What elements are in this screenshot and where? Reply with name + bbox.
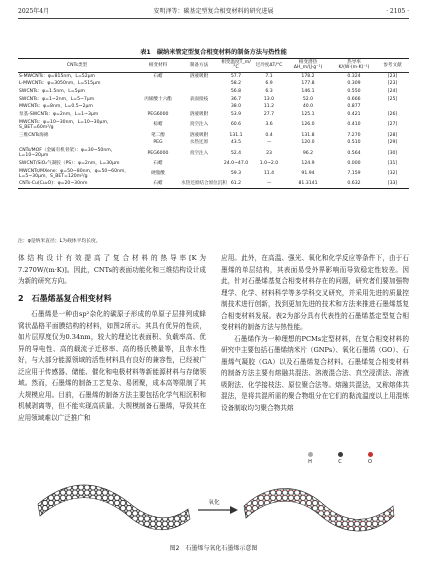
- table-cell: 真空注入: [189, 122, 209, 128]
- table-header-row: [18, 59, 409, 73]
- hydrogen-dot-icon: [308, 452, 313, 457]
- table-cell: [23]: [387, 73, 398, 79]
- table-cell: 水热还原: [189, 140, 209, 146]
- table-cell: 126.0: [301, 122, 315, 128]
- table-cell: [180, 103, 218, 111]
- paragraph: 应用。此外，在高温、强光、氧化和化学反应等条件下，由于石墨烯的单层结构，其表面易受外界影响而导致稳定性较差。因此，针对石墨烯基复合相变材料存在的问题，研究者们要加强物理学、化学、材料科学等多学科交叉研究，并采用先进的质量控制技术进行创新，找到更加先进的技术和方法来推进石墨烯基复合相变材料发展。表2为部分具有代表性的石墨烯基定型复合相变材料的制备方法与热性能。: [221, 254, 409, 331]
- table-cell: [136, 103, 180, 111]
- table-cell: 0.324: [347, 73, 361, 79]
- table-cell: 7.1: [265, 73, 273, 79]
- left-column: [18, 253, 206, 424]
- table-cell: [376, 103, 409, 111]
- table-row: [18, 119, 409, 132]
- table-cell: [18, 139, 136, 147]
- table-cell: [25]: [387, 96, 398, 102]
- table-cell: 120.0: [301, 140, 315, 146]
- table-cell: PEG6000: [147, 112, 169, 118]
- section-heading: 2 石墨烯基复合相变材料: [18, 293, 112, 303]
- table-cell: 泵基-SWCNTs：φ=2nm，L=1~3μm: [19, 112, 99, 118]
- table-cell: [180, 88, 218, 96]
- table-cell: 131.1: [229, 132, 243, 138]
- table-cell: 0.550: [347, 89, 361, 95]
- table-cell: 6.3: [265, 89, 273, 95]
- table-cell: 11.4: [263, 171, 275, 177]
- table-cell: 125.1: [301, 112, 315, 118]
- column-header: 相变材料: [136, 59, 180, 73]
- table-cell: 石蜡: [153, 73, 163, 79]
- table-cell: 58.2: [230, 81, 242, 87]
- table-cell: 3.6: [265, 122, 273, 128]
- table-row: [18, 96, 409, 104]
- table-cell: [180, 167, 218, 180]
- table-cell: 7.159: [347, 171, 361, 177]
- table-row: [18, 131, 409, 139]
- column-header: 参考文献: [376, 59, 409, 73]
- table-cell: 60.6: [230, 122, 242, 128]
- table-cell: [32]: [387, 171, 398, 177]
- table-cell: 棕蜡: [153, 122, 163, 128]
- table-cell: 0.632: [332, 180, 376, 188]
- legend-label: H: [308, 459, 312, 465]
- table-cell: 24.0~47.0: [223, 160, 249, 166]
- table-cell: 52.4: [230, 150, 242, 156]
- table-cell: [33]: [376, 180, 409, 188]
- table-cell: 178.2: [301, 73, 315, 79]
- legend-label: C: [338, 459, 342, 465]
- legend-label: O: [368, 459, 372, 465]
- table-cell: 0.000: [347, 160, 361, 166]
- table-row: [18, 103, 409, 111]
- table-cell: 0.666: [347, 96, 361, 102]
- table-cell: 0.510: [347, 140, 361, 146]
- table-cell: [31]: [387, 160, 398, 166]
- table-cell: [27]: [387, 122, 398, 128]
- table-cell: 0.564: [347, 150, 361, 156]
- table-cell: 1.0~2.0: [259, 160, 279, 166]
- table-cell: 23: [266, 150, 272, 156]
- table-cell: 石蜡: [136, 180, 180, 188]
- table-body: [18, 72, 409, 188]
- table-cell: 溶液吸附: [189, 132, 209, 138]
- table-cell: 61.2: [218, 180, 254, 188]
- graphene-oxide-sheet: [244, 488, 394, 531]
- table-cell: 0.410: [347, 122, 361, 128]
- table-row: [18, 72, 409, 80]
- column-header: 制备方法: [180, 59, 218, 73]
- table-cell: MWCNTs：φ=8nm，L=0.5~2μm: [19, 104, 93, 110]
- table-cell: 53.9: [230, 112, 242, 118]
- table-cell: 40.0: [302, 104, 314, 110]
- table-note: 注：φ是纳米直径；L为载体平均长度。: [18, 239, 101, 244]
- table-cell: [26]: [387, 112, 398, 118]
- table-cell: SWCNTs：φ=1.5nm，L=5μm: [19, 89, 86, 95]
- table-row: [18, 111, 409, 119]
- table-cell: 96.2: [302, 150, 314, 156]
- table-cell: CNTs-Cu(Cu₂O)：φ=20~30nm: [18, 180, 136, 188]
- table-cell: 146.1: [301, 89, 315, 95]
- paragraph: 石墨烯作为一种理想的PCMs定型材料，在复合相变材料的研究中主要包括石墨烯纳米片（GNPs）、氧化石墨烯（GO）、石墨烯气凝胶（GA）以及石墨烯复合材料。石墨烯复合相变材料的制备方法主要有熔融共混法、溶液混合法、真空浸渍法、溶液吸附法、化学接枝法、原位聚合法等。熔融共混法，又称熔体共混法，是将共混所需的聚合物组分在它们的黏流温度以上用混炼设备制取均匀聚合物共熔: [221, 334, 409, 412]
- table-cell: MWCNTs/MXene：φ=50~80nm，φ=50~60nm，L=5~30μm，S_BET=120m²/g: [19, 168, 129, 179]
- table-cell: PEG6000: [147, 150, 169, 156]
- table-cell: [24]: [387, 89, 398, 95]
- table-row: [18, 167, 409, 180]
- carbon-dot-icon: [338, 452, 343, 457]
- table-cell: 表面接枝: [189, 96, 209, 102]
- table-cell: [180, 80, 218, 88]
- right-column: [221, 253, 409, 414]
- table-cell: [29]: [387, 140, 398, 146]
- table-cell: [23]: [387, 81, 398, 87]
- table-cell: PEG: [153, 140, 163, 146]
- table-row: [18, 160, 409, 168]
- table-cell: 91.94: [301, 171, 315, 177]
- table-cell: 43.5: [230, 140, 242, 146]
- table-cell: —: [266, 140, 272, 146]
- running-header: [18, 6, 409, 19]
- table-cell: 13.0: [263, 96, 275, 102]
- table-cell: 真空注入: [189, 150, 209, 156]
- properties-table: [18, 58, 409, 189]
- column-header: 相变潜热ΔH_m/(J·g⁻¹): [284, 59, 332, 73]
- table-cell: 6.9: [265, 81, 273, 87]
- header-article: 安明泽等：碳基定型复合相变材料的研究进展: [153, 8, 274, 15]
- table-cell: 石蜡: [153, 160, 163, 166]
- table-cell: S-MWCNTs：φ=815nm，L=52μm: [19, 73, 96, 79]
- header-date: 2025年4月: [18, 8, 50, 15]
- table-cell: CNTs/MOF（金属有机骨架）：φ=30~50nm，L=10~20μm: [19, 147, 116, 159]
- graphene-figure: [18, 464, 409, 544]
- paragraph: 体结构设计有效提高了复合材料的热导率[K为7.270W/(m·K)]。因此，CNTs的表面功能化和三维结构设计成为新的研究方向。: [18, 254, 206, 285]
- table-cell: [136, 88, 180, 96]
- column-header: 过冷度ΔT/°C: [254, 59, 284, 73]
- table-cell: 0.309: [347, 81, 361, 87]
- table-cell: 177.8: [301, 81, 315, 87]
- table-cell: 27.7: [263, 112, 275, 118]
- table-cell: 124.9: [301, 160, 315, 166]
- oxygen-dot-icon: [368, 452, 373, 457]
- table-row: [18, 147, 409, 160]
- table-row: [18, 180, 409, 188]
- table-cell: 11.2: [263, 104, 275, 110]
- table-cell: 三维CNTs海绵: [19, 132, 49, 138]
- table-cell: 36.7: [230, 96, 242, 102]
- table-cell: [180, 160, 218, 168]
- table-cell: 0.4: [265, 132, 273, 138]
- table-cell: 溶液吸附: [189, 112, 209, 118]
- figure-caption: 图2 石墨烯与氧化石墨烯示意图: [169, 545, 258, 552]
- column-header: 热导率K/(W·(m·K)⁻¹): [332, 59, 376, 73]
- column-header: 相变温度T_m/°C: [218, 59, 254, 73]
- table-cell: 丙烯酸十六酯: [144, 96, 172, 102]
- table-cell: 硬脂酸: [151, 171, 165, 177]
- header-page-number: · 2105 ·: [386, 8, 409, 15]
- table-cell: L-MWCNTs：φ=3050nm，L=515μm: [19, 81, 101, 87]
- table-cell: 131.8: [301, 132, 315, 138]
- table-cell: 81.3141: [284, 180, 332, 188]
- table-cell: [136, 80, 180, 88]
- table-row: [18, 139, 409, 147]
- table-cell: 52.0: [302, 96, 314, 102]
- table-cell: 0.421: [347, 112, 361, 118]
- table-cell: 56.8: [230, 89, 242, 95]
- table-cell: SWCNT/SiO₂气凝胶（PS）：φ=2nm，L=30μm: [19, 160, 120, 166]
- table-row: [18, 80, 409, 88]
- table-cell: —: [254, 180, 284, 188]
- table-cell: 笔二醇: [151, 132, 165, 138]
- table-caption: 表1 碳纳米管定型复合相变材料的制备方法与热性能: [140, 49, 287, 56]
- graphene-sheet: [38, 485, 190, 530]
- table-cell: [28]: [387, 132, 398, 138]
- table-cell: 57.7: [230, 73, 242, 79]
- table-cell: 7.270: [347, 132, 361, 138]
- table-cell: MWCNTs：φ=10~30nm，L=10~30μm，S_BET=60m²/g: [19, 119, 112, 130]
- arrow-label: 氧化: [208, 500, 220, 506]
- column-header: CNTs类型: [18, 59, 136, 73]
- table-cell: 水热还原结合原位沉积: [181, 181, 227, 187]
- table-cell: [30]: [387, 150, 398, 156]
- table-cell: 38.0: [230, 104, 242, 110]
- table-cell: 溶液吸附: [189, 73, 209, 79]
- table-cell: 0.877: [347, 104, 361, 110]
- table-cell: SWCNTs：φ=1~2nm，L=5~7μm: [19, 96, 95, 102]
- table-row: [18, 88, 409, 96]
- table-cell: 59.3: [230, 171, 242, 177]
- paragraph: 石墨烯是一种由sp²杂化的碳原子形成的单原子层排列成蜂窝状晶格平面膜结构的材料，如图2所示。其具有优异的性质，如片层厚度仅为0.34nm，较大的理论比表面积、负载率高、优异的导电性、高的载流子迁移率、高的杨氏模量等，且赤水性好，与大部分能源领域的活性材料具有良好的兼容性，已经被广泛应用于传感器、储能、催化和电极材料等新能源材料与存储领域。然而，石墨烯的制备工艺复杂、易团聚，成本高等限制了其大规模应用。目前，石墨烯的制备方法主要包括化学气相沉积和机械剥离等，但不能实现高质量、大规模制备石墨烯，导致其在应用领域难以广泛推广和: [18, 310, 206, 422]
